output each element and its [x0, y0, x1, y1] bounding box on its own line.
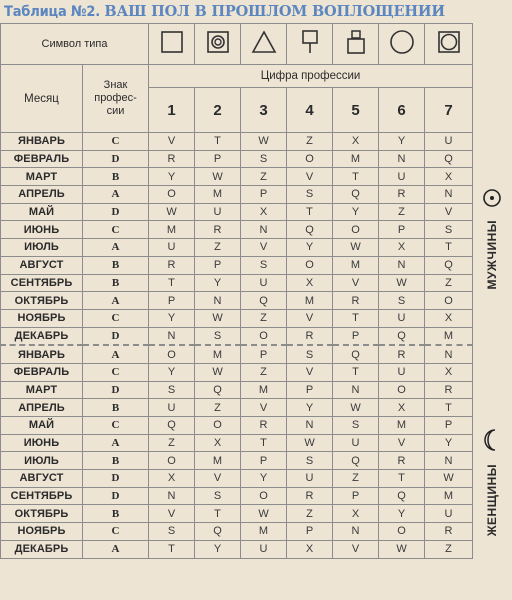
profession-sign-cell: C: [83, 309, 149, 327]
letter-cell: V: [379, 434, 425, 452]
letter-cell: Y: [149, 309, 195, 327]
square-with-circle-icon: [195, 24, 241, 65]
letter-cell: Q: [333, 345, 379, 363]
letter-cell: Y: [195, 540, 241, 558]
letter-cell: W: [379, 274, 425, 292]
table-row: [1, 203, 473, 221]
letter-cell: W: [195, 168, 241, 186]
letter-cell: Z: [241, 168, 287, 186]
month-cell: МАРТ: [1, 168, 83, 186]
table-row: [1, 363, 473, 381]
letter-cell: P: [287, 523, 333, 541]
profession-number: 7: [425, 88, 473, 133]
letter-cell: X: [149, 470, 195, 488]
month-cell: МАЙ: [1, 417, 83, 435]
letter-cell: Y: [149, 168, 195, 186]
letter-cell: X: [379, 239, 425, 257]
letter-cell: X: [425, 309, 473, 327]
month-cell: ИЮЛЬ: [1, 239, 83, 257]
letter-cell: R: [241, 417, 287, 435]
letter-cell: S: [425, 221, 473, 239]
letter-cell: S: [149, 381, 195, 399]
profession-sign-cell: D: [83, 381, 149, 399]
letter-cell: O: [425, 292, 473, 310]
letter-cell: T: [425, 239, 473, 257]
letter-cell: U: [425, 505, 473, 523]
letter-cell: Z: [149, 434, 195, 452]
month-cell: ИЮНЬ: [1, 221, 83, 239]
profession-sign-cell: D: [83, 150, 149, 168]
letter-cell: S: [195, 327, 241, 345]
letter-cell: S: [333, 417, 379, 435]
profession-number: 5: [333, 88, 379, 133]
profession-number: 6: [379, 88, 425, 133]
letter-cell: Y: [379, 133, 425, 151]
letter-cell: Y: [241, 470, 287, 488]
table-row: [1, 168, 473, 186]
month-cell: АПРЕЛЬ: [1, 399, 83, 417]
letter-cell: M: [241, 523, 287, 541]
letter-cell: U: [149, 399, 195, 417]
profession-sign-cell: B: [83, 399, 149, 417]
month-cell: ФЕВРАЛЬ: [1, 150, 83, 168]
letter-cell: T: [149, 274, 195, 292]
month-cell: ОКТЯБРЬ: [1, 292, 83, 310]
table-row: [1, 327, 473, 345]
month-cell: МАЙ: [1, 203, 83, 221]
letter-cell: V: [425, 203, 473, 221]
profession-number: 2: [195, 88, 241, 133]
letter-cell: M: [379, 417, 425, 435]
women-label: ЖЕНЩИНЫ: [485, 464, 499, 537]
profession-sign-cell: A: [83, 292, 149, 310]
table-row: [1, 381, 473, 399]
profession-sign-cell: A: [83, 434, 149, 452]
title-main: ВАШ ПОЛ В ПРОШЛОМ ВОПЛОЩЕНИИ: [104, 3, 445, 20]
letter-cell: N: [287, 417, 333, 435]
letter-cell: S: [287, 186, 333, 204]
letter-cell: M: [425, 327, 473, 345]
circle-icon: [379, 24, 425, 65]
letter-cell: Z: [425, 274, 473, 292]
letter-cell: Q: [379, 327, 425, 345]
letter-cell: Z: [241, 363, 287, 381]
letter-cell: P: [195, 150, 241, 168]
letter-cell: R: [333, 292, 379, 310]
table-row: [1, 399, 473, 417]
letter-cell: U: [149, 239, 195, 257]
letter-cell: V: [241, 399, 287, 417]
letter-cell: Q: [195, 523, 241, 541]
letter-cell: Q: [287, 221, 333, 239]
letter-cell: W: [241, 505, 287, 523]
letter-cell: W: [379, 540, 425, 558]
profession-sign-cell: B: [83, 256, 149, 274]
sun-icon: [482, 188, 502, 208]
letter-cell: X: [241, 203, 287, 221]
letter-cell: R: [425, 523, 473, 541]
letter-cell: Q: [195, 381, 241, 399]
table-row: [1, 186, 473, 204]
letter-cell: O: [379, 523, 425, 541]
letter-cell: N: [195, 292, 241, 310]
letter-cell: M: [333, 256, 379, 274]
crescent-moon-icon: [482, 428, 502, 452]
letter-cell: P: [425, 417, 473, 435]
month-cell: НОЯБРЬ: [1, 523, 83, 541]
letter-cell: Z: [195, 399, 241, 417]
profession-number-header: Цифра профессии: [149, 65, 473, 88]
letter-cell: W: [333, 399, 379, 417]
letter-cell: S: [241, 150, 287, 168]
table-row: [1, 309, 473, 327]
table-row: [1, 540, 473, 558]
symbol-type-label: Символ типа: [1, 24, 149, 65]
letter-cell: U: [333, 434, 379, 452]
letter-cell: X: [425, 168, 473, 186]
letter-cell: M: [333, 150, 379, 168]
letter-cell: O: [287, 150, 333, 168]
month-cell: ФЕВРАЛЬ: [1, 363, 83, 381]
letter-cell: W: [149, 203, 195, 221]
letter-cell: O: [149, 345, 195, 363]
table-row: [1, 150, 473, 168]
profession-sign-cell: A: [83, 540, 149, 558]
letter-cell: R: [379, 452, 425, 470]
month-cell: ЯНВАРЬ: [1, 345, 83, 363]
letter-cell: N: [149, 327, 195, 345]
letter-cell: R: [195, 221, 241, 239]
letter-cell: Q: [425, 256, 473, 274]
profession-sign-cell: B: [83, 274, 149, 292]
letter-cell: X: [195, 434, 241, 452]
letter-cell: S: [287, 452, 333, 470]
letter-cell: V: [287, 309, 333, 327]
letter-cell: P: [149, 292, 195, 310]
sign-header: Знак профес- сии: [83, 65, 149, 133]
letter-cell: P: [241, 452, 287, 470]
letter-cell: O: [241, 487, 287, 505]
letter-cell: S: [241, 256, 287, 274]
letter-cell: S: [379, 292, 425, 310]
letter-cell: N: [425, 452, 473, 470]
letter-cell: Z: [333, 470, 379, 488]
letter-cell: X: [287, 540, 333, 558]
letter-cell: Y: [287, 239, 333, 257]
letter-cell: N: [425, 186, 473, 204]
letter-cell: U: [379, 309, 425, 327]
profession-number: 3: [241, 88, 287, 133]
letter-cell: Q: [333, 452, 379, 470]
table-row: [1, 434, 473, 452]
letter-cell: R: [425, 381, 473, 399]
letter-cell: U: [425, 133, 473, 151]
letter-cell: V: [333, 540, 379, 558]
letter-cell: Y: [425, 434, 473, 452]
letter-cell: N: [333, 523, 379, 541]
letter-cell: R: [287, 327, 333, 345]
letter-cell: R: [149, 256, 195, 274]
letter-cell: R: [149, 150, 195, 168]
table-row: [1, 417, 473, 435]
letter-cell: Y: [379, 505, 425, 523]
letter-cell: Y: [149, 363, 195, 381]
letter-cell: W: [425, 470, 473, 488]
letter-cell: N: [425, 345, 473, 363]
letter-cell: T: [333, 168, 379, 186]
letter-cell: U: [241, 540, 287, 558]
letter-cell: M: [425, 487, 473, 505]
women-section-label: [472, 428, 512, 598]
letter-cell: Y: [287, 399, 333, 417]
profession-sign-cell: D: [83, 487, 149, 505]
profession-number: 1: [149, 88, 195, 133]
month-cell: АПРЕЛЬ: [1, 186, 83, 204]
letter-cell: O: [379, 381, 425, 399]
letter-cell: N: [333, 381, 379, 399]
letter-cell: W: [195, 309, 241, 327]
letter-cell: P: [333, 327, 379, 345]
letter-cell: P: [241, 186, 287, 204]
profession-sign-cell: B: [83, 452, 149, 470]
profession-sign-cell: D: [83, 203, 149, 221]
letter-cell: T: [333, 309, 379, 327]
table-row: [1, 239, 473, 257]
letter-cell: T: [333, 363, 379, 381]
letter-cell: S: [287, 345, 333, 363]
letter-cell: Q: [241, 292, 287, 310]
letter-cell: P: [333, 487, 379, 505]
table-row: [1, 505, 473, 523]
square-icon: [149, 24, 195, 65]
letter-cell: M: [287, 292, 333, 310]
month-cell: АВГУСТ: [1, 470, 83, 488]
profession-sign-cell: B: [83, 168, 149, 186]
letter-cell: N: [379, 256, 425, 274]
reincarnation-table: [0, 23, 473, 559]
profession-number: 4: [287, 88, 333, 133]
profession-sign-cell: D: [83, 327, 149, 345]
square-on-line-icon: [287, 24, 333, 65]
letter-cell: N: [379, 150, 425, 168]
square-with-large-circle-icon: [425, 24, 473, 65]
letter-cell: S: [195, 487, 241, 505]
letter-cell: P: [241, 345, 287, 363]
month-header: Месяц: [1, 65, 83, 133]
letter-cell: M: [241, 381, 287, 399]
letter-cell: O: [149, 452, 195, 470]
square-with-small-square-icon: [333, 24, 379, 65]
letter-cell: V: [333, 274, 379, 292]
letter-cell: V: [149, 505, 195, 523]
letter-cell: M: [149, 221, 195, 239]
profession-sign-cell: D: [83, 470, 149, 488]
letter-cell: Z: [425, 540, 473, 558]
profession-sign-cell: C: [83, 221, 149, 239]
table-row: [1, 452, 473, 470]
letter-cell: Y: [333, 203, 379, 221]
letter-cell: T: [149, 540, 195, 558]
profession-sign-cell: A: [83, 239, 149, 257]
letter-cell: W: [333, 239, 379, 257]
letter-cell: T: [379, 470, 425, 488]
page-title: [4, 1, 445, 23]
month-cell: СЕНТЯБРЬ: [1, 487, 83, 505]
profession-sign-cell: C: [83, 133, 149, 151]
triangle-icon: [241, 24, 287, 65]
month-cell: ИЮНЬ: [1, 434, 83, 452]
letter-cell: N: [241, 221, 287, 239]
letter-cell: O: [333, 221, 379, 239]
letter-cell: Z: [379, 203, 425, 221]
letter-cell: U: [379, 363, 425, 381]
letter-cell: T: [241, 434, 287, 452]
letter-cell: P: [379, 221, 425, 239]
table-row: [1, 256, 473, 274]
letter-cell: Q: [379, 487, 425, 505]
letter-cell: U: [241, 274, 287, 292]
letter-cell: W: [287, 434, 333, 452]
letter-cell: T: [195, 133, 241, 151]
letter-cell: N: [149, 487, 195, 505]
month-cell: НОЯБРЬ: [1, 309, 83, 327]
letter-cell: T: [195, 505, 241, 523]
letter-cell: T: [425, 399, 473, 417]
letter-cell: M: [195, 345, 241, 363]
men-label: МУЖЧИНЫ: [485, 220, 499, 290]
letter-cell: W: [241, 133, 287, 151]
letter-cell: Y: [195, 274, 241, 292]
men-section-label: [472, 188, 512, 358]
letter-cell: M: [195, 452, 241, 470]
letter-cell: P: [195, 256, 241, 274]
letter-cell: W: [195, 363, 241, 381]
month-cell: МАРТ: [1, 381, 83, 399]
title-prefix: Таблица №2.: [4, 4, 101, 20]
table-row: [1, 523, 473, 541]
letter-cell: U: [287, 470, 333, 488]
table-row: [1, 345, 473, 363]
letter-cell: X: [379, 399, 425, 417]
letter-cell: P: [287, 381, 333, 399]
letter-cell: U: [379, 168, 425, 186]
table-row: [1, 221, 473, 239]
month-cell: ЯНВАРЬ: [1, 133, 83, 151]
letter-cell: O: [149, 186, 195, 204]
table-row: [1, 133, 473, 151]
profession-sign-cell: A: [83, 186, 149, 204]
table-row: [1, 292, 473, 310]
letter-cell: X: [287, 274, 333, 292]
profession-sign-cell: B: [83, 505, 149, 523]
letter-cell: R: [379, 345, 425, 363]
profession-sign-cell: C: [83, 417, 149, 435]
letter-cell: O: [195, 417, 241, 435]
letter-cell: Q: [149, 417, 195, 435]
letter-cell: R: [379, 186, 425, 204]
letter-cell: Q: [333, 186, 379, 204]
letter-cell: V: [287, 363, 333, 381]
letter-cell: V: [149, 133, 195, 151]
month-cell: ДЕКАБРЬ: [1, 327, 83, 345]
letter-cell: V: [195, 470, 241, 488]
month-cell: ИЮЛЬ: [1, 452, 83, 470]
letter-cell: Z: [287, 505, 333, 523]
month-cell: АВГУСТ: [1, 256, 83, 274]
letter-cell: U: [195, 203, 241, 221]
letter-cell: X: [333, 505, 379, 523]
letter-cell: X: [333, 133, 379, 151]
letter-cell: Z: [241, 309, 287, 327]
month-cell: ОКТЯБРЬ: [1, 505, 83, 523]
letter-cell: M: [195, 186, 241, 204]
letter-cell: Z: [287, 133, 333, 151]
profession-sign-cell: A: [83, 345, 149, 363]
letter-cell: V: [241, 239, 287, 257]
letter-cell: V: [287, 168, 333, 186]
letter-cell: Q: [425, 150, 473, 168]
letter-cell: T: [287, 203, 333, 221]
letter-cell: R: [287, 487, 333, 505]
letter-cell: X: [425, 363, 473, 381]
month-cell: ДЕКАБРЬ: [1, 540, 83, 558]
profession-sign-cell: C: [83, 363, 149, 381]
table-row: [1, 487, 473, 505]
letter-cell: Z: [195, 239, 241, 257]
letter-cell: O: [241, 327, 287, 345]
letter-cell: O: [287, 256, 333, 274]
month-cell: СЕНТЯБРЬ: [1, 274, 83, 292]
profession-sign-cell: C: [83, 523, 149, 541]
letter-cell: S: [149, 523, 195, 541]
table-row: [1, 470, 473, 488]
table-row: [1, 274, 473, 292]
